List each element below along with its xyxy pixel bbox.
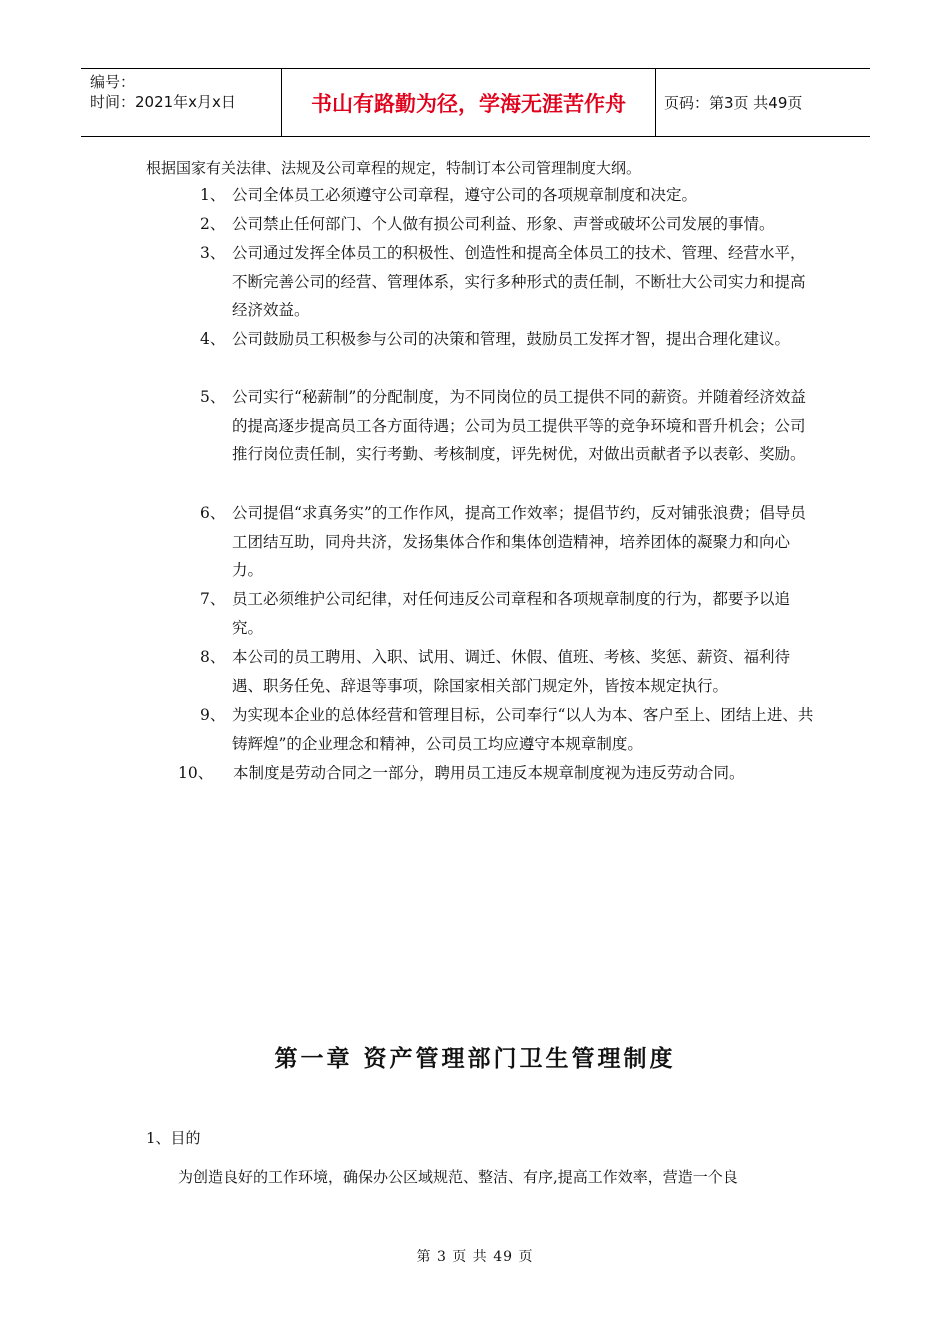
chapter-title: 第一章 资产管理部门卫生管理制度 xyxy=(274,1045,676,1072)
header-number-label: 编号： xyxy=(90,73,136,91)
list-item-text: 公司提倡“求真务实”的工作作风，提高工作效率；提倡节约，反对铺张浪费；倡导员工团结互助，同舟共济，发扬集体合作和集体创造精神，培养团体的凝聚力和向心力。 xyxy=(232,504,806,579)
list-item-number: 2、 xyxy=(200,215,226,233)
list-item-text: 本公司的员工聘用、入职、试用、调迁、休假、值班、考核、奖惩、薪资、福利待遇、职务任免、辞退等事项，除国家相关部门规定外，皆按本规定执行。 xyxy=(232,648,791,695)
list-item-number: 9、 xyxy=(200,706,226,724)
list-item-number: 7、 xyxy=(200,590,226,608)
list-item-number: 3、 xyxy=(200,244,226,262)
list-item-text: 员工必须维护公司纪律，对任何违反公司章程和各项规章制度的行为，都要予以追究。 xyxy=(232,590,791,637)
list-item-number: 1、 xyxy=(200,186,226,204)
header-motto: 书山有路勤为径，学海无涯苦作舟 xyxy=(281,69,656,136)
list-item-number: 8、 xyxy=(200,648,226,666)
list-item-number: 5、 xyxy=(200,388,226,406)
intro-paragraph: 根据国家有关法律、法规及公司章程的规定，特制订本公司管理制度大纲。 xyxy=(146,159,642,177)
list-item-text: 公司通过发挥全体员工的积极性、创造性和提高全体员工的技术、管理、经营水平，不断完善公司的经营、管理体系，实行多种形式的责任制，不断壮大公司实力和提高经济效益。 xyxy=(232,244,806,319)
list-item-text: 公司全体员工必须遵守公司章程，遵守公司的各项规章制度和决定。 xyxy=(232,186,698,204)
page-header xyxy=(81,68,870,137)
list-item-text: 公司鼓励员工积极参与公司的决策和管理，鼓励员工发挥才智，提出合理化建议。 xyxy=(232,330,791,348)
header-date-label: 时间：2021年x月x日 xyxy=(90,93,236,111)
list-item-text: 公司实行“秘薪制”的分配制度，为不同岗位的员工提供不同的薪资。并随着经济效益的提高逐步提高员工各方面待遇；公司为员工提供平等的竞争环境和晋升机会；公司推行岗位责任制，实行考勤、考核制度，评先树优，对做出贡献者予以表彰、奖励。 xyxy=(232,388,806,463)
list-item-text: 公司禁止任何部门、个人做有损公司利益、形象、声誉或破坏公司发展的事情。 xyxy=(232,215,775,233)
header-meta xyxy=(81,69,281,136)
page-footer: 第 3 页 共 49 页 xyxy=(416,1249,534,1265)
list-item-number: 6、 xyxy=(200,504,226,522)
section-heading: 1、目的 xyxy=(146,1129,201,1147)
list-item-number: 4、 xyxy=(200,330,226,348)
list-item-text: 为实现本企业的总体经营和管理目标，公司奉行“以人为本、客户至上、团结上进、共铸辉煌”的企业理念和精神，公司员工均应遵守本规章制度。 xyxy=(232,706,814,753)
list-item-number: 10、 xyxy=(178,764,214,782)
header-page-info: 页码：第3页 共49页 xyxy=(664,94,803,112)
section-paragraph: 为创造良好的工作环境，确保办公区域规范、整洁、有序,提高工作效率，营造一个良 xyxy=(178,1168,738,1186)
list-item-text: 本制度是劳动合同之一部分，聘用员工违反本规章制度视为违反劳动合同。 xyxy=(233,764,745,782)
